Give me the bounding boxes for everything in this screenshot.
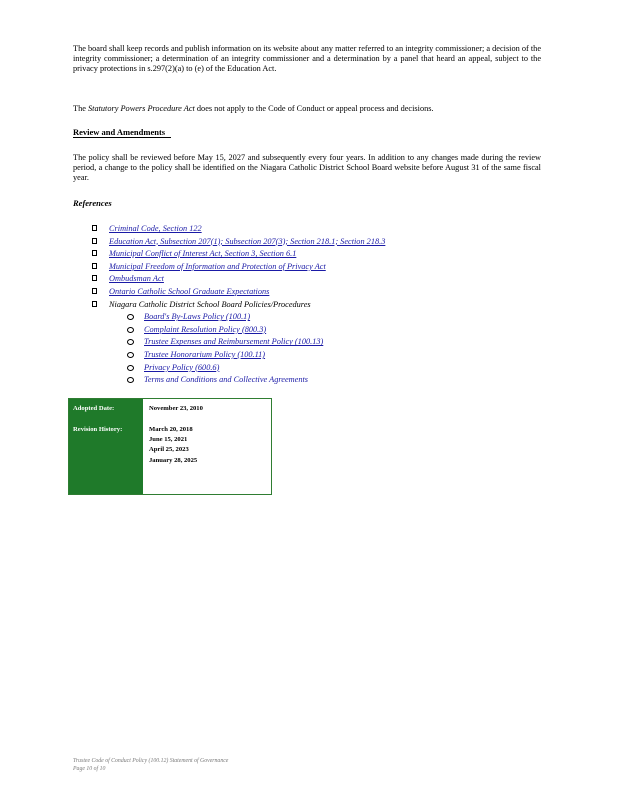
policy-link-by-laws[interactable]: Board's By-Laws Policy (100.1) <box>144 312 251 322</box>
reference-item-board-policies <box>92 299 385 387</box>
footer-page-number: Page 10 of 10 <box>73 766 106 772</box>
square-bullet-icon <box>92 263 97 269</box>
policy-item <box>127 324 385 337</box>
references-heading: References <box>73 198 112 208</box>
circle-bullet-icon <box>127 339 134 345</box>
revision-date: January 28, 2025 <box>149 457 198 464</box>
square-bullet-icon <box>92 225 97 231</box>
statutory-text-pre: The <box>73 104 88 113</box>
reference-item <box>92 223 385 236</box>
review-heading: Review and Amendments <box>73 127 171 138</box>
board-policies-list <box>109 311 385 387</box>
statutory-act-name: Statutory Powers Procedure Act <box>87 104 195 113</box>
policy-item <box>127 362 385 375</box>
square-bullet-icon <box>92 250 97 256</box>
adopted-date-value: November 23, 2010 <box>149 405 203 412</box>
circle-bullet-icon <box>127 365 134 371</box>
square-bullet-icon <box>92 238 97 244</box>
reference-item <box>92 236 385 249</box>
reference-link-freedom-of-information[interactable]: Municipal Freedom of Information and Protection of Privacy Act <box>109 261 326 271</box>
records-paragraph: The board shall keep records and publish information on its website about any matter referred to an integrity commissioner; a decision of the integrity commissioner; a determination of an integrity commissioner and a determination by a panel that heard an appeal, subject to the privacy protections in s.297(2)(a) to (e) of the Education Act. <box>73 44 541 73</box>
references-list <box>92 223 385 387</box>
policy-link-privacy[interactable]: Privacy Policy (600.6) <box>144 362 220 372</box>
terms-and-conditions-text: Terms and Conditions and Collective Agreements <box>144 375 309 385</box>
adoption-dates-box <box>68 398 272 495</box>
policy-item <box>127 349 385 362</box>
reference-link-ombudsman[interactable]: Ombudsman Act <box>109 274 164 284</box>
statutory-paragraph <box>73 104 541 114</box>
policy-link-trustee-expenses[interactable]: Trustee Expenses and Reimbursement Policy (100.13) <box>144 337 324 347</box>
circle-bullet-icon <box>127 327 134 333</box>
policy-link-trustee-honorarium[interactable]: Trustee Honorarium Policy (100.11) <box>144 349 266 359</box>
dates-label-column <box>69 399 143 494</box>
page-footer <box>73 757 228 773</box>
revision-date: April 25, 2023 <box>149 446 189 453</box>
square-bullet-icon <box>92 301 97 307</box>
square-bullet-icon <box>92 288 97 294</box>
review-paragraph: The policy shall be reviewed before May 15, 2027 and subsequently every four years. In addition to any changes made during the review period, a change to the policy shall be identified on the Niagara Catholic District School Board website before August 31 of the same fiscal year. <box>73 153 541 182</box>
revision-history-label: Revision History: <box>73 426 123 433</box>
footer-document-title: Trustee Code of Conduct Policy (100.12) Statement of Governance <box>73 758 229 764</box>
statutory-text-post: does not apply to the Code of Conduct or appeal process and decisions. <box>194 104 434 113</box>
policy-item <box>127 374 385 387</box>
circle-bullet-icon <box>127 352 134 358</box>
reference-item <box>92 261 385 274</box>
policy-link-complaint-resolution[interactable]: Complaint Resolution Policy (800.3) <box>144 324 267 334</box>
circle-bullet-icon <box>127 314 134 320</box>
revision-date: June 15, 2021 <box>149 436 188 443</box>
board-policies-label: Niagara Catholic District School Board Policies/Procedures <box>109 299 311 309</box>
policy-item <box>127 311 385 324</box>
reference-link-criminal-code[interactable]: Criminal Code, Section 122 <box>109 224 202 233</box>
reference-item <box>92 273 385 286</box>
circle-bullet-icon <box>127 377 134 383</box>
policy-item <box>127 336 385 349</box>
adopted-date-label: Adopted Date: <box>73 405 115 412</box>
reference-link-education-act[interactable]: Education Act, Subsection 207(1); Subsection 207(3); Section 218.1; Section 218.3 <box>109 236 386 246</box>
reference-link-graduate-expectations[interactable]: Ontario Catholic School Graduate Expectations <box>109 286 270 296</box>
reference-item <box>92 248 385 261</box>
reference-link-conflict-of-interest[interactable]: Municipal Conflict of Interest Act, Section 3, Section 6.1 <box>109 249 297 259</box>
reference-item <box>92 286 385 299</box>
revision-date: March 20, 2018 <box>149 426 193 433</box>
square-bullet-icon <box>92 275 97 281</box>
